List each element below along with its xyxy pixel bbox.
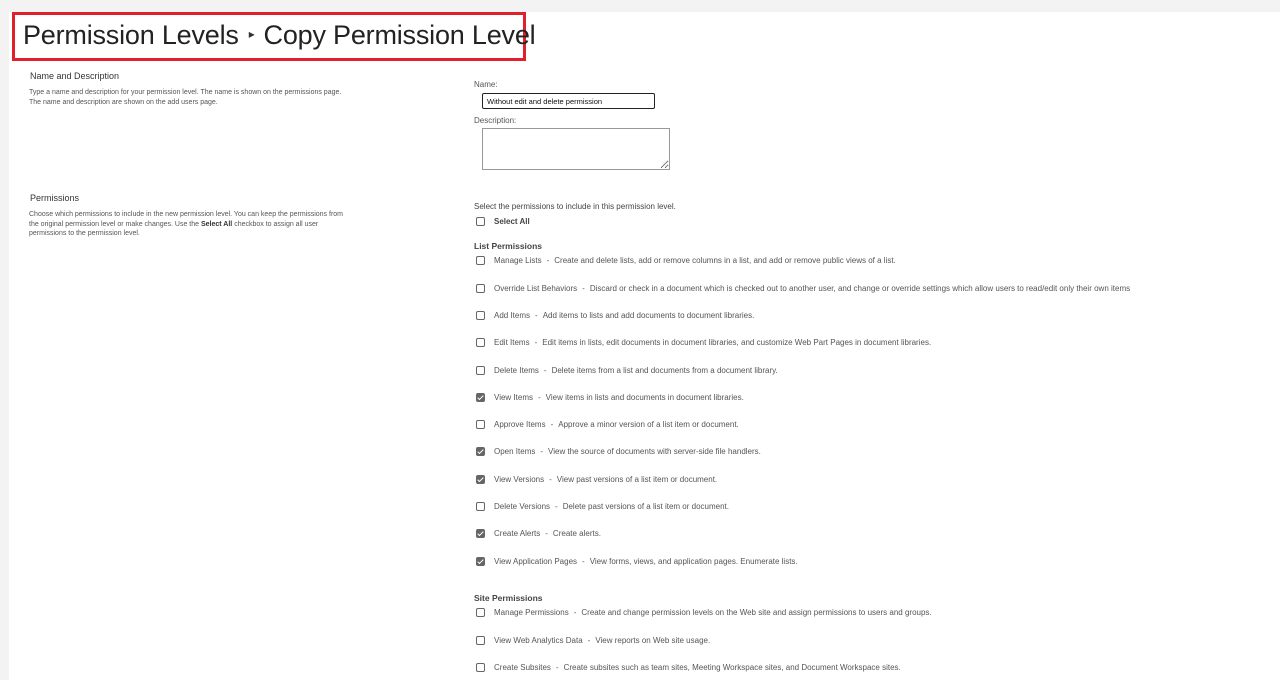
permission-name[interactable]: View Versions bbox=[494, 474, 545, 484]
permission-name[interactable]: Delete Items bbox=[494, 365, 539, 375]
page-title: Copy Permission Level bbox=[263, 20, 536, 50]
permission-description: Discard or check in a document which is checked out to another user, and change or override settings which allow users to read/edit only their own items bbox=[589, 283, 1131, 293]
permission-name[interactable]: Override List Behaviors bbox=[494, 283, 578, 293]
permission-separator: - bbox=[535, 310, 538, 320]
page bbox=[9, 12, 1280, 680]
permission-checkbox-view-application-pages[interactable] bbox=[476, 557, 485, 566]
permission-checkbox-manage-permissions[interactable] bbox=[476, 608, 485, 617]
permission-name[interactable]: View Web Analytics Data bbox=[494, 635, 583, 645]
permission-row-view-versions[interactable] bbox=[476, 473, 717, 485]
permission-name[interactable]: Manage Lists bbox=[494, 255, 542, 265]
permission-separator: - bbox=[573, 607, 577, 617]
name-input[interactable] bbox=[482, 93, 655, 109]
select-all-label[interactable]: Select All bbox=[494, 216, 530, 226]
permission-row-view-web-analytics-data[interactable] bbox=[476, 634, 710, 646]
site-permissions-title: Site Permissions bbox=[474, 593, 543, 603]
permission-separator: - bbox=[534, 337, 538, 347]
permission-row-create-subsites[interactable] bbox=[476, 661, 901, 673]
permission-name[interactable]: Add Items bbox=[494, 310, 531, 320]
permission-row-view-application-pages[interactable] bbox=[476, 555, 798, 567]
permission-checkbox-edit-items[interactable] bbox=[476, 338, 485, 347]
permission-name[interactable]: Approve Items bbox=[494, 419, 546, 429]
permission-checkbox-view-web-analytics-data[interactable] bbox=[476, 636, 485, 645]
name-description-section-title: Name and Description bbox=[30, 71, 120, 81]
permission-checkbox-delete-items[interactable] bbox=[476, 366, 485, 375]
permission-description: View the source of documents with server-side file handlers. bbox=[548, 446, 761, 456]
permission-row-edit-items[interactable] bbox=[476, 336, 931, 348]
permission-separator: - bbox=[555, 501, 558, 511]
permission-name[interactable]: Manage Permissions bbox=[494, 607, 569, 617]
permission-description: Add items to lists and add documents to document libraries. bbox=[542, 310, 755, 320]
breadcrumb-separator-icon: ▸ bbox=[248, 26, 255, 41]
permission-description: View reports on Web site usage. bbox=[595, 635, 711, 645]
description-label: Description: bbox=[474, 116, 517, 125]
permission-row-approve-items[interactable] bbox=[476, 418, 739, 430]
permission-checkbox-manage-lists[interactable] bbox=[476, 256, 485, 265]
permission-description: Approve a minor version of a list item or document. bbox=[558, 419, 739, 429]
permission-separator: - bbox=[543, 365, 547, 375]
permission-checkbox-add-items[interactable] bbox=[476, 311, 485, 320]
select-all-row[interactable] bbox=[476, 215, 530, 227]
permissions-section-desc: Choose which permissions to include in the new permission level. You can keep the permissions from the original permission level or make changes. Use the Select All checkbox to assign all user permissions to the permission level. bbox=[29, 211, 343, 237]
permission-row-add-items[interactable] bbox=[476, 309, 754, 321]
permissions-section-title: Permissions bbox=[30, 193, 80, 203]
permission-separator: - bbox=[555, 662, 559, 672]
permission-separator: - bbox=[546, 255, 550, 265]
permission-name[interactable]: Edit Items bbox=[494, 337, 530, 347]
permission-row-delete-items[interactable] bbox=[476, 364, 778, 376]
permission-name[interactable]: Delete Versions bbox=[494, 501, 551, 511]
permission-separator: - bbox=[540, 446, 544, 456]
permission-separator: - bbox=[582, 556, 585, 566]
permission-row-view-items[interactable] bbox=[476, 391, 744, 403]
permission-row-open-items[interactable] bbox=[476, 445, 761, 457]
permission-description: Delete past versions of a list item or document. bbox=[562, 501, 729, 511]
permission-name[interactable]: View Items bbox=[494, 392, 533, 402]
permission-separator: - bbox=[582, 283, 585, 293]
breadcrumb bbox=[23, 20, 535, 51]
permission-checkbox-override-list-behaviors[interactable] bbox=[476, 284, 485, 293]
permission-description: Create subsites such as team sites, Meeting Workspace sites, and Document Workspace sites. bbox=[563, 662, 901, 672]
permission-row-manage-lists[interactable] bbox=[476, 254, 896, 266]
permission-row-manage-permissions[interactable] bbox=[476, 606, 932, 618]
permission-checkbox-open-items[interactable] bbox=[476, 447, 485, 456]
permission-description: Create and delete lists, add or remove columns in a list, and add or remove public views of a list. bbox=[554, 255, 896, 265]
select-all-checkbox[interactable] bbox=[476, 217, 485, 226]
permission-separator: - bbox=[545, 528, 548, 538]
permissions-intro: Select the permissions to include in this permission level. bbox=[474, 202, 676, 211]
permission-separator: - bbox=[549, 474, 552, 484]
list-permissions-title: List Permissions bbox=[474, 241, 543, 251]
permission-name[interactable]: Create Alerts bbox=[494, 528, 541, 538]
permission-checkbox-view-items[interactable] bbox=[476, 393, 485, 402]
permission-description: Create and change permission levels on the Web site and assign permissions to users and groups. bbox=[581, 607, 932, 617]
permission-name[interactable]: Create Subsites bbox=[494, 662, 551, 672]
permission-name[interactable]: Open Items bbox=[494, 446, 536, 456]
permission-name[interactable]: View Application Pages bbox=[494, 556, 578, 566]
permission-description: Delete items from a list and documents from a document library. bbox=[551, 365, 778, 375]
permission-checkbox-view-versions[interactable] bbox=[476, 475, 485, 484]
permission-description: View items in lists and documents in document libraries. bbox=[545, 392, 744, 402]
description-textarea[interactable] bbox=[482, 128, 670, 170]
permission-separator: - bbox=[587, 635, 591, 645]
permission-checkbox-approve-items[interactable] bbox=[476, 420, 485, 429]
permission-row-create-alerts[interactable] bbox=[476, 527, 601, 539]
permission-row-override-list-behaviors[interactable] bbox=[476, 282, 1130, 294]
permission-row-delete-versions[interactable] bbox=[476, 500, 729, 512]
name-description-section-desc: Type a name and description for your permission level. The name is shown on the permissions page. The name and description are shown on the add users page. bbox=[29, 89, 342, 106]
permission-description: Create alerts. bbox=[552, 528, 601, 538]
permission-description: Edit items in lists, edit documents in document libraries, and customize Web Part Pages in document libraries. bbox=[542, 337, 932, 347]
permission-checkbox-delete-versions[interactable] bbox=[476, 502, 485, 511]
name-label: Name: bbox=[474, 80, 498, 89]
permission-separator: - bbox=[537, 392, 541, 402]
permission-checkbox-create-alerts[interactable] bbox=[476, 529, 485, 538]
breadcrumb-link-permission-levels[interactable]: Permission Levels bbox=[23, 20, 239, 50]
permission-separator: - bbox=[550, 419, 554, 429]
permission-checkbox-create-subsites[interactable] bbox=[476, 663, 485, 672]
permission-description: View past versions of a list item or document. bbox=[556, 474, 718, 484]
permission-description: View forms, views, and application pages. Enumerate lists. bbox=[589, 556, 798, 566]
